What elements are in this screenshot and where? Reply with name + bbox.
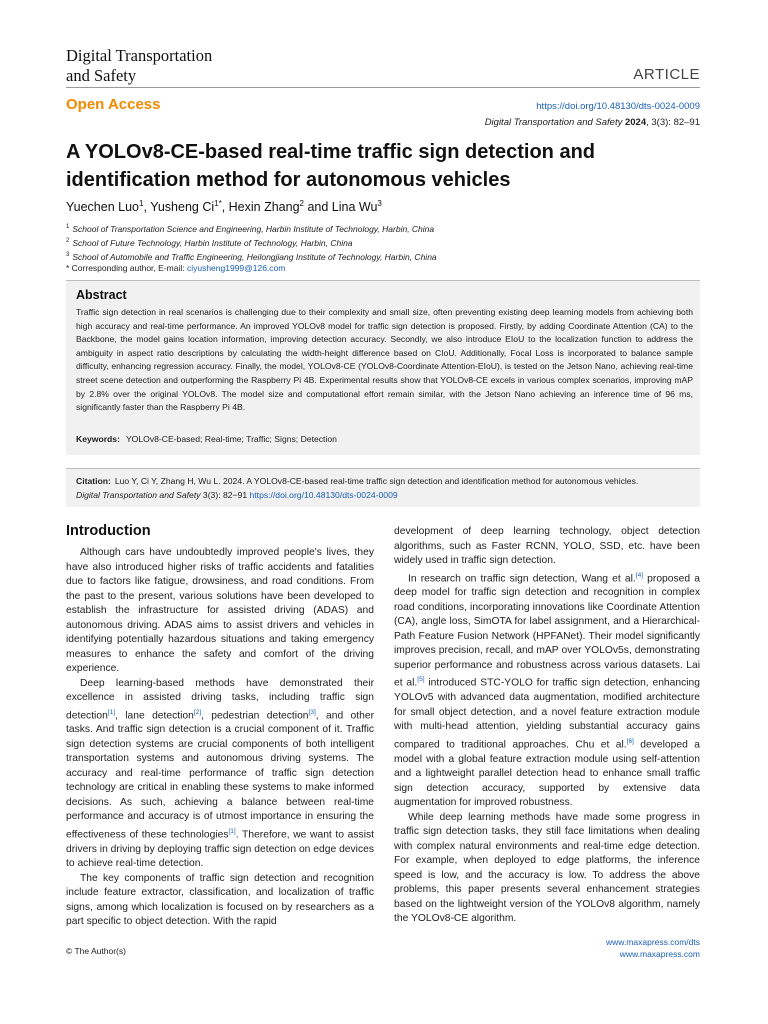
paper-title: A YOLOv8-CE-based real-time traffic sign detection and identification method for autonomous vehicles [66,141,596,191]
citation-body: Luo Y, Ci Y, Zhang H, Wu L. 2024. A YOLOv8-CE-based real-time traffic sign detection and identification method for autonomous vehicles. [114,476,639,486]
paragraph-text: In research on traffic sign detection, Wang et al. [408,572,636,584]
paragraph: The key components of traffic sign detection and recognition include feature extractor, classification, and localization of traffic signs, among which localization is focused on by researchers as a part specific to object detection. With the rapid [66,872,374,928]
copyright-notice: © The Author(s) [66,946,126,956]
affiliation-text: School of Automobile and Traffic Engineering, Heilongjiang Institute of Technology, Harbin, China [72,251,437,262]
corresponding-author [66,262,437,274]
author-name: Lina Wu [331,200,378,215]
author-affiliation-mark: 1* [214,199,222,208]
affiliation-item [66,235,437,249]
paragraph-text: , and other tasks. And traffic sign detection is a crucial component of it. Traffic sign detection systems are crucial components of both intelligent transportation systems and autonomous driving systems. The accuracy and real-time performance of traffic sign detection technology are critical in enabling these systems to make informed decisions. As such, achieving a balance between real-time performance and accuracy is of utmost importance in ensuring the effectiveness of these technologies [66,709,374,841]
section-heading-introduction: Introduction [66,523,151,539]
citation-text [76,475,693,502]
keywords-label: Keywords: [76,434,120,444]
affiliation-list [66,221,437,274]
journal-name [66,46,326,86]
keywords-text: YOLOv8-CE-based; Real-time; Traffic; Signs; Detection [125,434,337,444]
footer-links [606,936,700,960]
author-affiliation-mark: 1 [139,199,144,208]
author-affiliation-mark: 2 [299,199,304,208]
affiliation-number: 2 [66,237,70,244]
journal-name-line1: Digital Transportation [66,46,213,65]
affiliation-number: 1 [66,224,70,230]
header-citation-journal: Digital Transportation and Safety [484,117,623,128]
body-column-left [66,546,374,930]
author-name: Hexin Zhang [228,200,300,215]
affiliation-text: School of Transportation Science and Engineering, Harbin Institute of Technology, Harbin, China [72,223,435,234]
author-separator: , [221,200,229,215]
author-name: Yusheng Ci [150,200,215,215]
article-type-label: ARTICLE [633,66,700,83]
paragraph-text: introduced STC-YOLO for traffic sign detection, enhancing YOLOv5 with advanced data augmentation, modified architecture for small object detection, and a novel feature extraction module with multi-head attention, yielding substantial accuracy gains compared to traditional approaches. Chu et al. [394,677,700,751]
publisher-website-link[interactable]: www.maxapress.com [619,949,700,959]
corresponding-email-link[interactable]: ciyusheng1999@126.com [186,263,286,274]
keywords [76,434,693,444]
author-separator: , [143,200,151,215]
citation-volume: 3(3): 82−91 [200,489,250,500]
author-separator: and [303,200,332,215]
paragraph-text: , lane detection [115,709,194,721]
author-affiliation-mark: 3 [377,199,382,208]
header-citation-year: 2024 [624,117,647,128]
journal-name-line2: and Safety [66,66,137,85]
abstract-text: Traffic sign detection in real scenarios is challenging due to their complexity and small size, often preventing existing deep learning models from achieving both high accuracy and real-time performance. An improved YOLOv8 model for traffic sign detection is proposed. Firstly, by adding Coordinate Attention (CA) to the Backbone, the model gains location information, improving detection accuracy. Secondly, we also introduce EIoU to the localization function to address the ambiguity in aspect ratio descriptions by calculating the width-height difference based on CIoU. Additionally, Focal Loss is incorporated to balance sample difficulty, enhancing regression accuracy. Finally, the model, YOLOv8-CE (YOLOv8-Coordinate Attention-EIoU), is tested on the Jetson Nano, achieving real-time street scene detection and outperforming the Raspberry Pi 4B. Experimental results show that YOLOv8-CE excels in various complex scenarios, improving mAP by 2.8% over the original YOLOv8. The model size and computational effort remain similar, with the Jetson Nano achieving an inference time of 96 ms, significantly faster than the Raspberry Pi 4B. [76,307,693,413]
paragraph-text: . Therefore, we want to assist drivers in driving by deploying traffic sign detection on edge devices to achieve real-time detection. [66,829,374,870]
corresponding-author-label: * Corresponding author, E-mail: [66,263,187,274]
header-divider [66,87,700,88]
paragraph-text: proposed a deep model for traffic sign detection and recognition in complex road conditions, incorporating innovations like Coordinate Attention (CA), angle loss, SimOTA for label assignment, and a Hierarchical-Path Feature Fusion Network (HPFANet). Their model significantly improves precision, recall, and mAP over YOLOv5s, demonstrating superior performance and robustness across various datasets. Lai et al. [394,572,700,689]
paragraph-text: , pedestrian detection [201,709,309,721]
journal-website-link[interactable]: www.maxapress.com/dts [606,937,700,947]
citation-journal: Digital Transportation and Safety [76,489,201,500]
reference-link[interactable]: [3] [308,708,316,716]
reference-link[interactable]: [5] [417,676,425,684]
paragraph [394,569,700,811]
paragraph-text: developed a model with a global feature extraction module using self-attention and a lightweight parallel detection head to enhance small traffic sign detection accuracy, supported by extensive data augmentation for improved robustness. [394,739,700,809]
affiliation-item [66,221,437,235]
reference-link[interactable]: [6] [626,737,634,745]
author-list [66,199,382,214]
header-citation [485,117,700,128]
affiliation-number: 3 [66,251,70,258]
doi-link[interactable]: https://doi.org/10.48130/dts-0024-0009 [536,101,700,112]
reference-link[interactable]: [1] [228,827,236,835]
body-column-right [394,525,700,927]
affiliation-item [66,249,437,263]
paragraph: development of deep learning technology, object detection algorithms, such as Faster RCNN, YOLO, SSD, etc. have been widely used in traffic sign detection. [394,526,700,566]
reference-link[interactable]: [4] [635,571,644,579]
abstract-heading: Abstract [76,288,127,302]
affiliation-text: School of Future Technology, Harbin Institute of Technology, Harbin, China [72,237,353,248]
paragraph: While deep learning methods have made some progress in traffic sign detection tasks, they still face limitations when dealing with complex natural environments and real-time edge detection. For example, when deployed to edge platforms, the inference speed is low, and the accuracy is low. To address the above problems, this paper presents several enhancement strategies based on the lightweight version of the YOLOv8 algorithm, namely the YOLOv8-CE algorithm. [394,811,700,925]
open-access-label: Open Access [66,96,161,113]
paragraph [66,677,374,872]
author-name: Yuechen Luo [66,200,139,215]
paragraph-text: Deep learning-based methods have demonstrated their excellence in assisted driving tasks, including traffic sign detection [66,677,374,721]
reference-link[interactable]: [2] [193,708,202,716]
citation-label: Citation: [76,476,111,486]
paragraph: Although cars have undoubtedly improved people's lives, they have also introduced higher risks of traffic accidents and fatalities due to factors like fatigue, drowsiness, and road conditions. From the past to the present, various solutions have been developed to establish the infrastructure for assisted driving (ADAS) and autonomous driving. ADAS aims to assist drivers and vehicles in identifying potentially hazardous situations and taking emergency measures to enhance the safety and comfort of the driving experience. [66,547,374,674]
reference-link[interactable]: [1] [107,708,116,716]
citation-doi-link[interactable]: https://doi.org/10.48130/dts-0024-0009 [249,489,398,500]
header-citation-volume: , 3(3): 82–91 [646,117,700,128]
